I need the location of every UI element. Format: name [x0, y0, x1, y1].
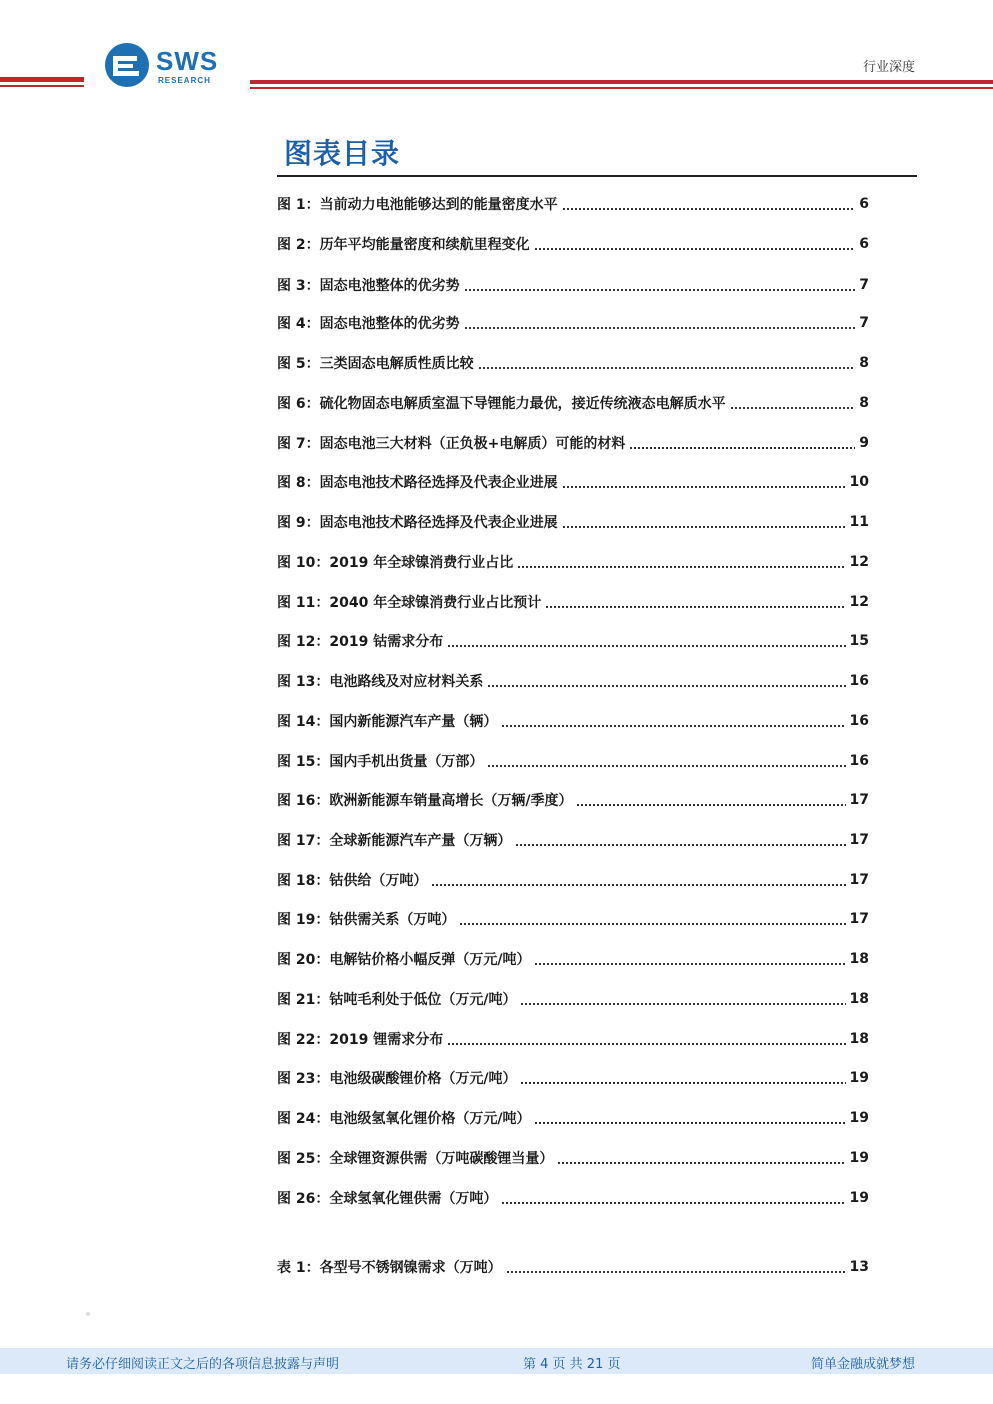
toc-leader: [517, 565, 845, 569]
toc-item[interactable]: 图 7：固态电池三大材料（正负极+电解质）可能的材料 9: [277, 435, 869, 452]
toc-leader: [534, 247, 856, 251]
toc-leader: [562, 207, 856, 211]
toc-item[interactable]: 图 17：全球新能源汽车产量（万辆） 17: [277, 832, 869, 849]
page-title: 图表目录: [284, 137, 401, 170]
toc-item[interactable]: 图 25：全球锂资源供需（万吨碳酸锂当量） 19: [277, 1150, 869, 1167]
toc-item[interactable]: 图 23：电池级碳酸锂价格（万元/吨） 19: [277, 1070, 869, 1087]
toc-item[interactable]: 图 8：固态电池技术路径选择及代表企业进展 10: [277, 474, 869, 491]
toc-leader: [447, 1042, 845, 1046]
toc-item[interactable]: 图 26：全球氢氧化锂供需（万吨） 19: [277, 1190, 869, 1207]
toc-leader: [534, 962, 845, 966]
toc-leader: [520, 1002, 845, 1006]
toc-leader: [730, 406, 856, 410]
toc-item[interactable]: 图 16：欧洲新能源车销量高增长（万辆/季度） 17: [277, 792, 869, 809]
toc-item[interactable]: 图 4：固态电池整体的优劣势 7: [277, 315, 869, 332]
toc-item[interactable]: 图 11：2040 年全球镍消费行业占比预计 12: [277, 594, 869, 611]
toc-leader: [506, 1270, 846, 1274]
toc-leader: [464, 326, 856, 330]
toc-item[interactable]: 图 5：三类固态电解质性质比较 8: [277, 355, 869, 372]
header-rule-left: [0, 77, 84, 82]
toc-leader: [501, 1201, 845, 1205]
toc-leader: [562, 525, 846, 529]
toc-leader: [487, 764, 845, 768]
report-type: 行业深度: [862, 60, 915, 75]
title-rule: [277, 175, 917, 177]
toc-item[interactable]: 图 18：钴供给（万吨） 17: [277, 872, 869, 889]
header-rule-right-thin: [250, 87, 993, 89]
logo-subtext: RESEARCH: [158, 76, 211, 85]
toc-leader: [557, 1161, 845, 1165]
toc-leader: [487, 684, 845, 688]
toc-item[interactable]: 图 9：固态电池技术路径选择及代表企业进展 11: [277, 514, 869, 531]
toc-item[interactable]: 图 22：2019 锂需求分布 18: [277, 1031, 869, 1048]
toc-item[interactable]: 图 6：硫化物固态电解质室温下导锂能力最优，接近传统液态电解质水平 8: [277, 395, 869, 412]
toc-leader: [431, 883, 845, 887]
toc-item[interactable]: 图 15：国内手机出货量（万部） 16: [277, 753, 869, 770]
header-rule-right: [250, 80, 993, 84]
toc-item[interactable]: 图 2：历年平均能量密度和续航里程变化 6: [277, 236, 869, 253]
toc-item[interactable]: 图 10：2019 年全球镍消费行业占比 12: [277, 554, 869, 571]
toc-item[interactable]: 图 19：钴供需关系（万吨） 17: [277, 911, 869, 928]
logo-text: SWS: [156, 46, 219, 76]
toc-item[interactable]: 图 14：国内新能源汽车产量（辆） 16: [277, 713, 869, 730]
toc-leader: [562, 485, 846, 489]
toc-item[interactable]: 图 24：电池级氢氧化锂价格（万元/吨） 19: [277, 1110, 869, 1127]
toc-leader: [629, 446, 855, 450]
toc-item[interactable]: 图 20：电解钴价格小幅反弹（万元/吨） 18: [277, 951, 869, 968]
toc-leader: [501, 724, 845, 728]
toc-item[interactable]: 图 1：当前动力电池能够达到的能量密度水平 6: [277, 196, 869, 213]
toc-leader: [576, 803, 845, 807]
toc-leader: [520, 1081, 845, 1085]
toc-item[interactable]: 图 12：2019 钴需求分布 15: [277, 633, 869, 650]
faint-dot: [86, 1312, 90, 1316]
header-rule-left-thin: [0, 85, 84, 87]
toc-leader: [464, 288, 856, 292]
sws-logo: [104, 40, 234, 88]
toc-leader: [478, 366, 856, 370]
footer-page-info: 第 4 页 共 21 页: [523, 1357, 621, 1372]
toc-item[interactable]: 图 3：固态电池整体的优劣势 7: [277, 277, 869, 294]
toc-item[interactable]: 图 13：电池路线及对应材料关系 16: [277, 673, 869, 690]
toc-leader: [447, 644, 845, 648]
sws-logo-icon: [104, 42, 150, 88]
toc-leader: [545, 605, 845, 609]
toc-leader: [515, 843, 845, 847]
toc-leader: [459, 922, 845, 926]
toc-leader: [534, 1121, 845, 1125]
footer-disclaimer: 请务必仔细阅读正文之后的各项信息披露与声明: [66, 1357, 340, 1372]
toc-table-item[interactable]: 表 1：各型号不锈钢镍需求（万吨） 13: [277, 1259, 869, 1276]
footer-slogan: 简单金融成就梦想: [810, 1357, 915, 1372]
toc-item[interactable]: 图 21：钴吨毛利处于低位（万元/吨） 18: [277, 991, 869, 1008]
